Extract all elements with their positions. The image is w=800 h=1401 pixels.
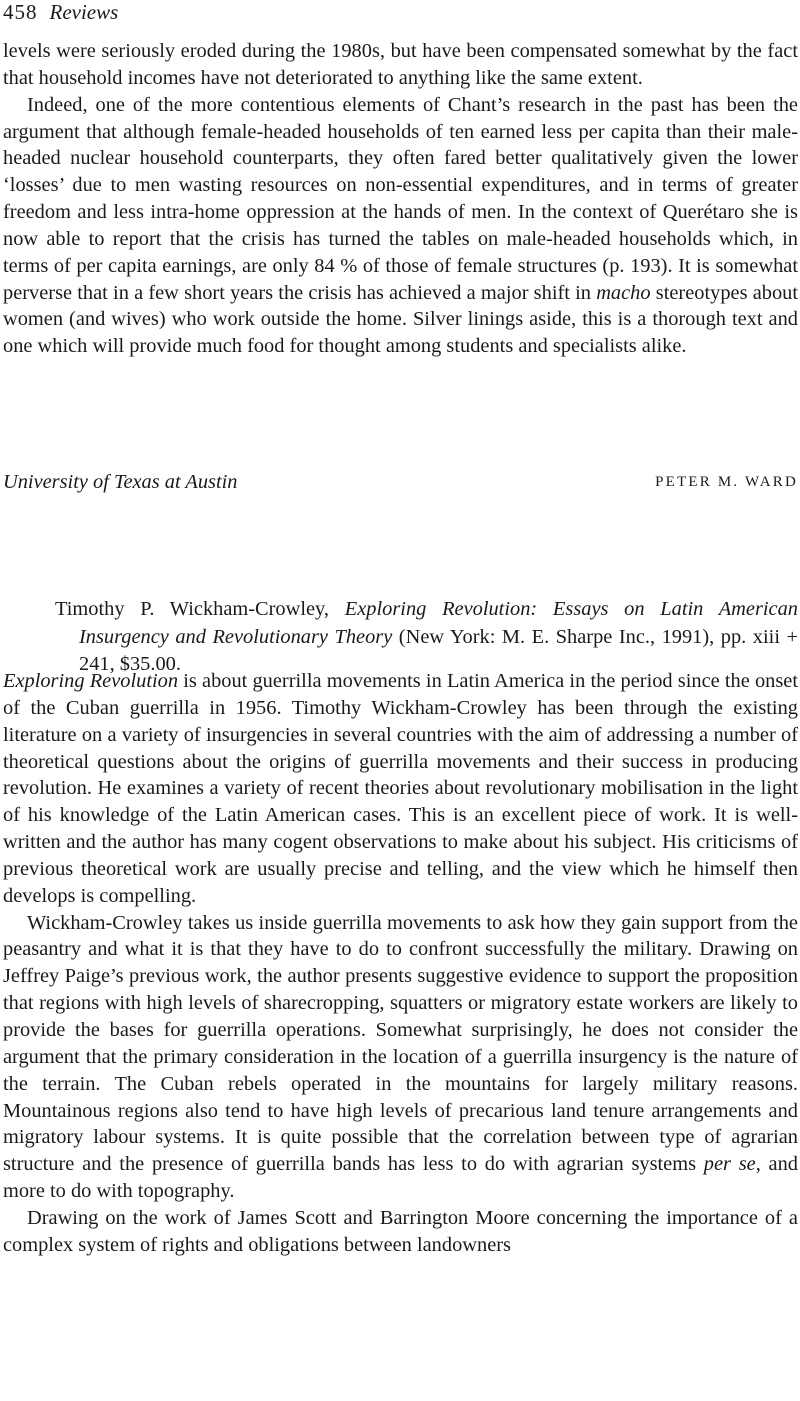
paragraph-text: levels were seriously eroded during the 1980s, but have been compensated somewhat by the fact that household incomes have not deteriorated to anything like the same extent. [3,40,798,89]
paragraph [3,910,798,1205]
italic-term: per se [703,1153,756,1176]
section-title: Reviews [49,0,119,24]
previous-review-body [3,38,798,360]
paragraph-text: is about guerrilla movements in Latin America in the period since the onset of the Cuban guerrilla in 1956. Timothy Wickham-Crowley has been through the existing literature on a variety of insurgencies in several countries with the aim of addressing a number of theoretical questions about the origins of guerrilla movements and their success in producing revolution. He examines a variety of recent theories about revolutionary mobilisation in the light of his knowledge of the Latin American cases. This is an excellent piece of work. It is well-written and the author has many cogent observations to make about his subject. His criticisms of previous theoretical work are usually precise and telling, and the view which he himself then develops is compelling. [3,670,798,907]
paragraph [3,92,798,360]
paragraph-text: Drawing on the work of James Scott and Barrington Moore concerning the importance of a complex system of rights and obligations between landowners [3,1206,798,1256]
paragraph-text: Indeed, one of the more contentious elements of Chant’s research in the past has been the argument that although female-headed households of ten earned less per capita than their male-headed nuclear household counterparts, they often fared better qualitatively given the lower ‘losses’ due to men wasting resources on non-essential expenditures, and in terms of greater freedom and less intra-home oppression at the hands of men. In the context of Querétaro she is now able to report that the crisis has turned the tables on male-headed households which, in terms of per capita earnings, are only 84 % of those of female structures (p. 193). It is somewhat perverse that in a few short years the crisis has achieved a major shift in [3,93,798,304]
book-title: Exploring Revolution: Essays on Latin American Insurgency and Revolutionary Theory [79,598,799,648]
paragraph [3,38,798,92]
book-author: Timothy P. Wickham-Crowley, [55,598,330,620]
reviewer-affiliation: University of Texas at Austin [3,471,238,493]
page-number: 458 [3,0,38,24]
paragraph-text: , and more to do with topography. [3,1153,798,1203]
paragraph-text: Wickham-Crowley takes us inside guerrilla movements to ask how they gain support from the peasantry and what it is that they have to do to confront successfully the military. Drawing on Jeffrey Paige’s previous work, the author presents suggestive evidence to support the proposition that regions with high levels of sharecropping, squatters or migratory estate workers are likely to provide the bases for guerrilla operations. Somewhat surprisingly, he does not consider the argument that the primary consideration in the location of a guerrilla insurgency is the nature of the terrain. The Cuban rebels operated in the mountains for largely military reasons. Mountainous regions also tend to have high levels of precarious land tenure arrangements and migratory labour systems. It is quite possible that the correlation between type of agrarian structure and the presence of guerrilla bands has less to do with agrarian systems [3,911,798,1176]
review-signature [3,467,798,497]
running-head [3,0,118,28]
paragraph [3,668,798,910]
book-citation [55,596,798,679]
review-body [3,668,798,1259]
reviewer-name: PETER M. WARD [655,474,798,490]
paragraph-text: stereotypes about women (and wives) who work outside the home. Silver linings aside, this is a thorough text and one which will provide much food for thought among students and specialists alike. [3,281,799,358]
italic-term: macho [596,281,651,304]
italic-term: Exploring Revolution [3,670,179,692]
publication-details: (New York: M. E. Sharpe Inc., 1991), pp. xiii + 241, $35.00. [79,625,798,675]
paragraph [3,1205,798,1259]
